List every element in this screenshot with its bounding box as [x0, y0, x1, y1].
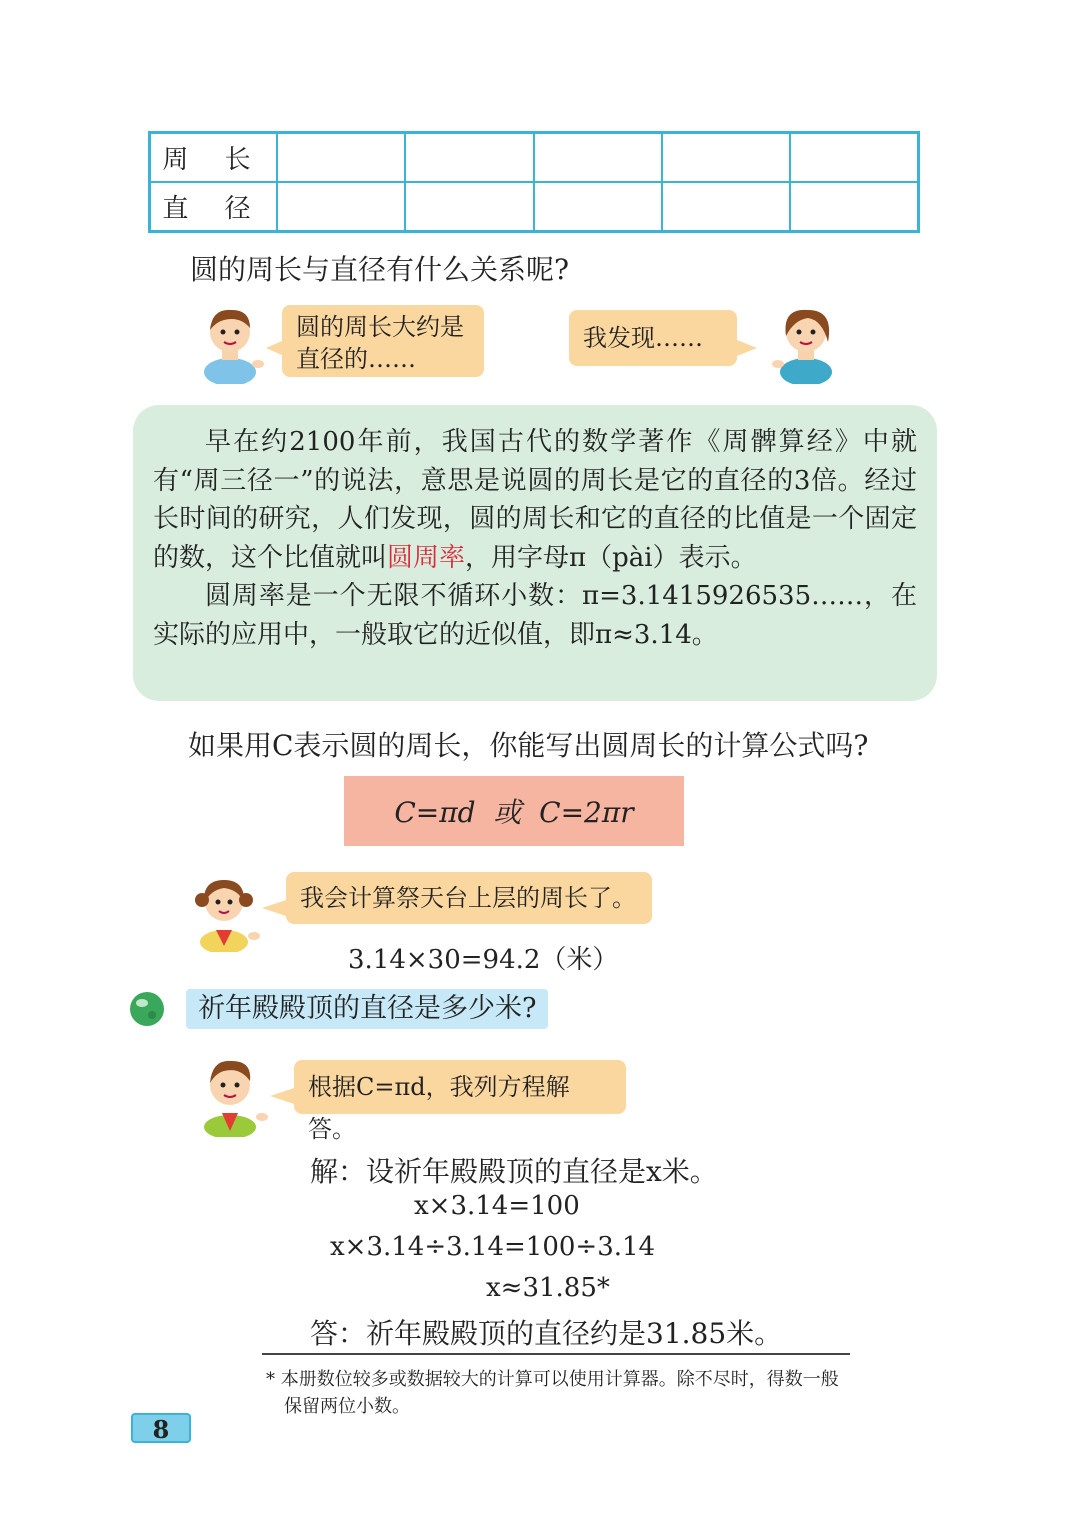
footnote-line: * 本册数位较多或数据较大的计算可以使用计算器。除不尽时，得数一般	[266, 1369, 839, 1390]
table-cell	[662, 182, 790, 232]
table-cell	[534, 133, 662, 183]
speech-bubble-boy	[282, 305, 484, 377]
info-text: 早在约2100年前，我国古代的数学著作《周髀算经》中就有“周三径一”的说法，意思是说圆的周长是它的直径的3倍。经过长时间的研究，人们发现，圆的周长和它的直径的比值是一个固定的数，这个比值就叫	[153, 427, 917, 573]
equation-line: x×3.14=100	[414, 1191, 580, 1221]
info-text: ，用字母π（pài）表示。	[465, 542, 757, 573]
bubble-line: 直径的……	[296, 345, 416, 373]
footnote-divider	[262, 1353, 850, 1355]
formula-box: C=πd 或 C=2πr	[344, 776, 684, 846]
girl-character-icon	[190, 870, 264, 952]
question-relation: 圆的周长与直径有什么关系呢?	[190, 253, 570, 286]
row-label: 周 长	[150, 133, 278, 183]
speech-bubble-girl: 我发现……	[569, 310, 737, 366]
table-cell	[405, 133, 533, 183]
table-cell	[534, 182, 662, 232]
question-diameter: 祈年殿殿顶的直径是多少米?	[186, 989, 548, 1029]
table-cell	[790, 133, 918, 183]
bubble-tail	[270, 1088, 294, 1104]
pi-history-box	[133, 405, 937, 701]
green-ball-icon	[128, 990, 166, 1028]
question-formula: 如果用C表示圆的周长，你能写出圆周长的计算公式吗?	[188, 729, 869, 762]
bubble-tail	[266, 340, 284, 356]
table-cell	[405, 182, 533, 232]
solution-setup: 解：设祈年殿殿顶的直径是x米。	[310, 1155, 718, 1188]
bubble-tail	[262, 900, 286, 916]
boy-character-icon	[194, 302, 268, 384]
info-paragraph: 圆周率是一个无限不循环小数：π=3.1415926535……，在实际的应用中，一般取它的近似值，即π≈3.14。	[153, 581, 917, 650]
info-paragraph	[153, 423, 917, 577]
table-row	[150, 182, 919, 232]
table-cell	[662, 133, 790, 183]
girl-character-icon	[768, 302, 842, 384]
equation-line: x×3.14÷3.14=100÷3.14	[330, 1232, 656, 1262]
table-cell	[790, 182, 918, 232]
table-row	[150, 133, 919, 183]
boy-character-icon	[196, 1055, 270, 1137]
footnote-line: 保留两位小数。	[284, 1396, 410, 1417]
table-cell	[277, 133, 405, 183]
data-table	[148, 131, 920, 233]
table-cell	[277, 182, 405, 232]
bubble-line: 圆的周长大约是	[296, 313, 464, 341]
bubble-tail	[737, 340, 757, 356]
calculation: 3.14×30=94.2（米）	[348, 945, 619, 975]
solution-answer: 答：祈年殿殿顶的直径约是31.85米。	[310, 1317, 783, 1350]
speech-bubble-boy: 根据C=πd，我列方程解答。	[294, 1060, 626, 1114]
speech-bubble-girl: 我会计算祭天台上层的周长了。	[286, 872, 652, 924]
equation-line: x≈31.85*	[486, 1273, 610, 1303]
page-number: 8	[131, 1413, 191, 1443]
term-pi-highlight: 圆周率	[387, 542, 466, 573]
row-label: 直 径	[150, 182, 278, 232]
